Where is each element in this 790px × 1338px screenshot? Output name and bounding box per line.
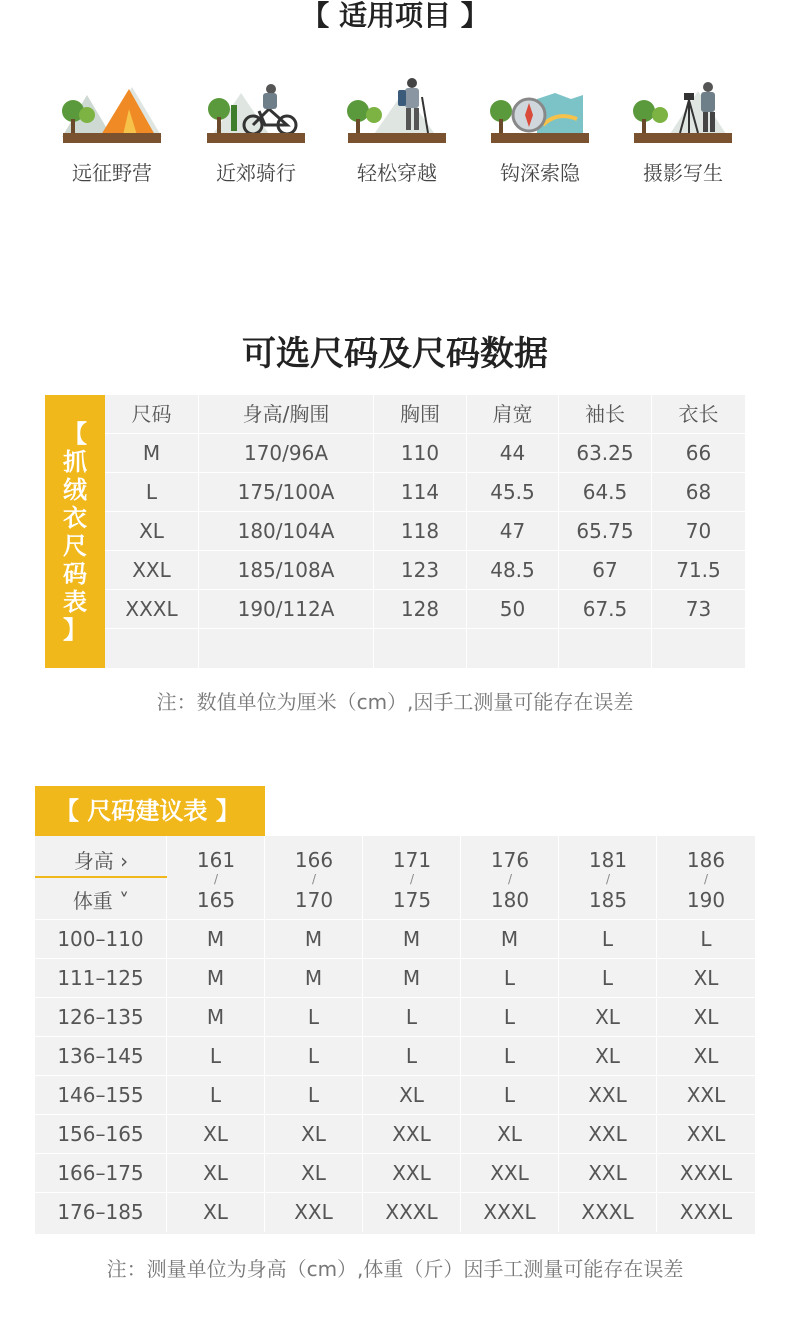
height-range-start: 161 <box>196 848 236 872</box>
height-range-header <box>265 836 363 920</box>
size-suggestion-cell: XL <box>265 1154 363 1193</box>
height-range-separator: / <box>507 872 513 886</box>
height-axis-label: 身高 › <box>35 844 167 878</box>
table-cell: 110 <box>374 434 467 473</box>
size-suggestion-cell: XXXL <box>363 1193 461 1232</box>
height-range-end: 190 <box>686 888 726 912</box>
size-suggestion-cell: L <box>265 1037 363 1076</box>
table-header-row <box>35 836 755 920</box>
size-suggestion-cell: L <box>363 1037 461 1076</box>
table-cell: 50 <box>467 590 559 629</box>
activities-row <box>0 75 790 195</box>
hiking-icon <box>342 75 452 147</box>
height-range-start: 186 <box>686 848 726 872</box>
weight-range-label: 156–165 <box>35 1115 167 1154</box>
table-cell: 73 <box>685 597 712 621</box>
table-cell: 48.5 <box>467 551 559 590</box>
size-table-note: 注：数值单位为厘米（cm）,因手工测量可能存在误差 <box>156 690 634 714</box>
size-suggestion-cell: XXL <box>686 1083 726 1107</box>
height-range-header <box>167 836 265 920</box>
size-suggestion-cell: XXL <box>461 1154 559 1193</box>
height-range-start: 171 <box>392 848 432 872</box>
activity-label: 摄影写生 <box>643 161 723 185</box>
cycling-icon <box>201 75 311 147</box>
column-header: 尺码 <box>105 395 199 434</box>
size-suggestion-cell: XL <box>167 1193 265 1232</box>
size-suggestion-cell: XXL <box>686 1122 726 1146</box>
table-row <box>35 1076 755 1115</box>
size-suggestion-cell: XL <box>167 1154 265 1193</box>
table-cell: 70 <box>685 519 712 543</box>
size-suggestion-cell: L <box>363 998 461 1037</box>
table-row <box>35 998 755 1037</box>
table-cell: XXL <box>105 551 199 590</box>
height-range-header <box>657 836 755 920</box>
height-range-separator: / <box>409 872 415 886</box>
table-row <box>105 473 745 512</box>
table-row <box>35 959 755 998</box>
size-table-side-label <box>45 395 105 668</box>
side-label-char: 码 <box>63 559 87 588</box>
size-suggestion-cell: XL <box>693 966 719 990</box>
size-suggestion-cell: M <box>167 920 265 959</box>
activity-cycling <box>196 75 316 186</box>
page-title: 【 适用项目 】 <box>301 0 489 32</box>
weight-range-label: 136–145 <box>35 1037 167 1076</box>
compass-map-icon <box>485 75 595 147</box>
size-suggestion-cell: L <box>559 920 657 959</box>
activity-label: 钩深索隐 <box>500 161 580 185</box>
table-cell: 128 <box>374 590 467 629</box>
height-range-separator: / <box>213 872 219 886</box>
size-suggestion-cell: M <box>461 920 559 959</box>
size-suggestion-cell: XXXL <box>461 1193 559 1232</box>
table-cell: 175/100A <box>199 473 374 512</box>
size-suggestion-cell: XL <box>461 1115 559 1154</box>
weight-range-label: 111–125 <box>35 959 167 998</box>
size-suggestion-cell: M <box>167 959 265 998</box>
size-suggestion-cell: XL <box>693 1044 719 1068</box>
height-range-start: 166 <box>294 848 334 872</box>
table-corner-cell <box>35 836 167 920</box>
size-suggestion-cell: XL <box>559 1037 657 1076</box>
size-suggestion-cell: XL <box>559 998 657 1037</box>
table-cell <box>105 629 199 668</box>
suggestion-table-note: 注：测量单位为身高（cm）,体重（斤）因手工测量可能存在误差 <box>106 1257 684 1281</box>
table-cell: 65.75 <box>559 512 652 551</box>
camping-tent-icon <box>57 75 167 147</box>
activity-camping <box>52 75 172 186</box>
size-suggestion-cell: L <box>559 959 657 998</box>
table-row <box>35 920 755 959</box>
height-range-end: 180 <box>490 888 530 912</box>
size-data-table <box>105 395 745 668</box>
size-suggestion-cell: XXL <box>559 1154 657 1193</box>
height-range-start: 176 <box>490 848 530 872</box>
side-label-char: 表 <box>63 587 87 616</box>
column-header: 胸围 <box>374 395 467 434</box>
height-range-end: 185 <box>588 888 628 912</box>
size-suggestion-cell: L <box>167 1037 265 1076</box>
table-cell: 114 <box>374 473 467 512</box>
size-suggestion-cell: XXL <box>559 1076 657 1115</box>
height-range-end: 175 <box>392 888 432 912</box>
table-cell: 63.25 <box>559 434 652 473</box>
weight-range-label: 126–135 <box>35 998 167 1037</box>
activity-label: 近郊骑行 <box>216 161 296 185</box>
column-header: 袖长 <box>559 395 652 434</box>
side-label-char: 抓 <box>63 447 87 476</box>
side-label-char: 尺 <box>63 531 87 560</box>
table-row <box>105 434 745 473</box>
table-cell <box>467 629 559 668</box>
table-row <box>105 551 745 590</box>
height-range-header <box>363 836 461 920</box>
height-range-separator: / <box>311 872 317 886</box>
weight-range-label: 176–185 <box>35 1193 167 1232</box>
height-range-separator: / <box>703 872 709 886</box>
table-cell: 47 <box>467 512 559 551</box>
activity-photography <box>623 75 743 186</box>
table-cell: 180/104A <box>199 512 374 551</box>
table-cell: 44 <box>467 434 559 473</box>
side-label-char: 】 <box>63 615 87 644</box>
size-suggestion-cell: XL <box>265 1115 363 1154</box>
table-cell: 67 <box>559 551 652 590</box>
table-row <box>105 512 745 551</box>
side-label-char: 衣 <box>63 503 87 532</box>
size-section-title: 可选尺码及尺码数据 <box>242 334 548 374</box>
table-cell: 64.5 <box>559 473 652 512</box>
size-suggestion-cell: M <box>265 920 363 959</box>
height-range-header <box>461 836 559 920</box>
table-row <box>35 1115 755 1154</box>
size-suggestion-cell: XXL <box>265 1193 363 1232</box>
size-suggestion-cell: M <box>265 959 363 998</box>
side-label-char: 绒 <box>63 475 87 504</box>
height-range-start: 181 <box>588 848 628 872</box>
weight-range-label: 100–110 <box>35 920 167 959</box>
table-cell: 66 <box>685 441 712 465</box>
size-suggestion-cell: XXXL <box>679 1161 733 1185</box>
table-cell: M <box>105 434 199 473</box>
column-header: 肩宽 <box>467 395 559 434</box>
size-suggestion-cell: L <box>461 1076 559 1115</box>
table-row <box>105 629 745 668</box>
table-row <box>105 590 745 629</box>
table-cell: 118 <box>374 512 467 551</box>
table-cell: XXXL <box>105 590 199 629</box>
size-suggestion-table <box>35 836 755 1234</box>
height-range-end: 165 <box>196 888 236 912</box>
table-cell: 190/112A <box>199 590 374 629</box>
activity-hiking <box>337 75 457 186</box>
table-cell <box>559 629 652 668</box>
size-suggestion-cell: L <box>700 927 712 951</box>
column-header: 身高/胸围 <box>199 395 374 434</box>
height-range-separator: / <box>605 872 611 886</box>
height-range-end: 170 <box>294 888 334 912</box>
table-cell: 185/108A <box>199 551 374 590</box>
size-suggestion-cell: XL <box>167 1115 265 1154</box>
photography-icon <box>628 75 738 147</box>
column-header: 衣长 <box>678 402 719 426</box>
table-row <box>35 1154 755 1193</box>
size-suggestion-cell: XXL <box>559 1115 657 1154</box>
weight-range-label: 146–155 <box>35 1076 167 1115</box>
table-cell: XL <box>105 512 199 551</box>
size-suggestion-cell: XL <box>363 1076 461 1115</box>
activity-label: 远征野营 <box>72 161 152 185</box>
table-cell: L <box>105 473 199 512</box>
weight-axis-label: 体重 ˅ <box>72 889 130 913</box>
size-suggestion-cell: XXXL <box>559 1193 657 1232</box>
table-cell: 170/96A <box>199 434 374 473</box>
table-cell: 45.5 <box>467 473 559 512</box>
table-cell: 71.5 <box>676 558 721 582</box>
size-suggestion-tab: 【 尺码建议表 】 <box>35 786 265 836</box>
size-suggestion-cell: M <box>363 959 461 998</box>
size-suggestion-cell: L <box>167 1076 265 1115</box>
size-suggestion-cell: XXXL <box>679 1200 733 1224</box>
size-suggestion-cell: XXL <box>363 1115 461 1154</box>
table-cell: 123 <box>374 551 467 590</box>
table-header-row <box>105 395 745 434</box>
size-suggestion-cell: L <box>461 1037 559 1076</box>
side-label-char: 【 <box>63 419 87 448</box>
height-range-header <box>559 836 657 920</box>
size-suggestion-cell: M <box>167 998 265 1037</box>
size-suggestion-cell: L <box>265 998 363 1037</box>
table-cell: 68 <box>685 480 712 504</box>
size-suggestion-cell: L <box>461 998 559 1037</box>
table-cell <box>374 629 467 668</box>
weight-range-label: 166–175 <box>35 1154 167 1193</box>
table-row <box>35 1037 755 1076</box>
size-suggestion-cell: M <box>363 920 461 959</box>
table-row <box>35 1193 755 1232</box>
table-cell <box>199 629 374 668</box>
activity-label: 轻松穿越 <box>357 161 437 185</box>
size-suggestion-cell: L <box>461 959 559 998</box>
size-suggestion-cell: L <box>265 1076 363 1115</box>
activity-explore <box>480 75 600 186</box>
size-suggestion-cell: XXL <box>363 1154 461 1193</box>
size-suggestion-cell: XL <box>693 1005 719 1029</box>
table-cell: 67.5 <box>559 590 652 629</box>
table-cell <box>652 629 745 668</box>
